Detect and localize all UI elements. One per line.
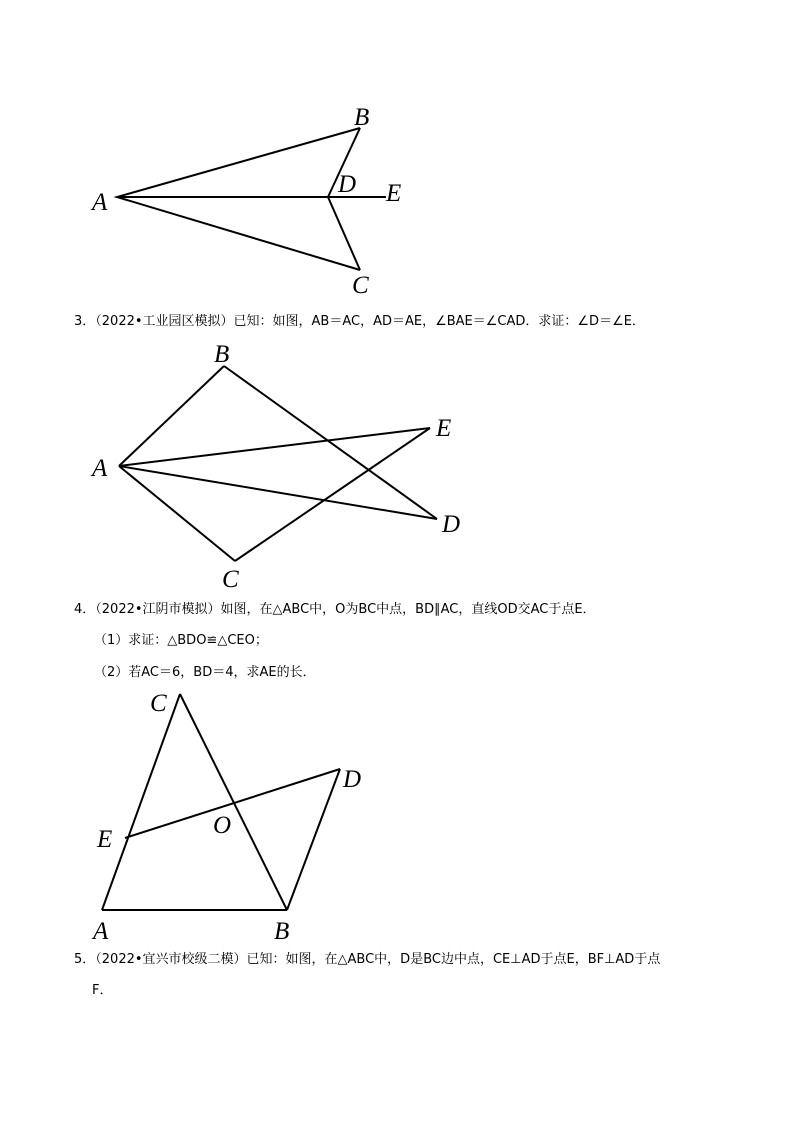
figure-2-label-e: E xyxy=(436,415,452,442)
figure-1-label-d: D xyxy=(338,171,357,198)
figure-1-label-a: A xyxy=(92,189,108,216)
figure-3-label-a: A xyxy=(93,918,109,945)
problem-4-part-1: （1）求证：△BDO≌△CEO； xyxy=(94,633,268,648)
figure-3-label-e: E xyxy=(97,826,113,853)
figure-1-label-e: E xyxy=(386,180,402,207)
figure-2-label-a: A xyxy=(92,455,108,482)
figure-3-label-b: B xyxy=(274,918,290,945)
figure-3-lines xyxy=(102,694,340,910)
problem-4-part-2: （2）若AC＝6，BD＝4，求AE的长． xyxy=(94,665,316,680)
figure-1-lines xyxy=(117,128,386,270)
figure-2-label-c: C xyxy=(222,566,239,593)
figure-2-label-b: B xyxy=(214,341,230,368)
problem-5-text-continued: F． xyxy=(92,983,113,998)
problem-4-text: 4．（2022•江阴市模拟）如图，在△ABC中，O为BC中点，BD∥AC，直线OD交AC于点E． xyxy=(74,602,596,617)
problem-5-text: 5．（2022•宜兴市校级二模）已知：如图，在△ABC中，D是BC边中点，CE⊥AD于点E，BF⊥AD于点 xyxy=(74,952,661,967)
figure-3-label-o: O xyxy=(213,812,232,839)
figure-1-label-c: C xyxy=(352,272,369,299)
figure-3-label-c: C xyxy=(150,690,167,717)
figure-2-lines xyxy=(119,366,437,561)
figure-3-label-d: D xyxy=(343,766,362,793)
figure-1-label-b: B xyxy=(354,104,370,131)
figure-2-label-d: D xyxy=(442,511,461,538)
problem-3-text: 3．（2022•工业园区模拟）已知：如图，AB＝AC，AD＝AE，∠BAE＝∠CAD．求证：∠D＝∠E． xyxy=(74,314,645,329)
